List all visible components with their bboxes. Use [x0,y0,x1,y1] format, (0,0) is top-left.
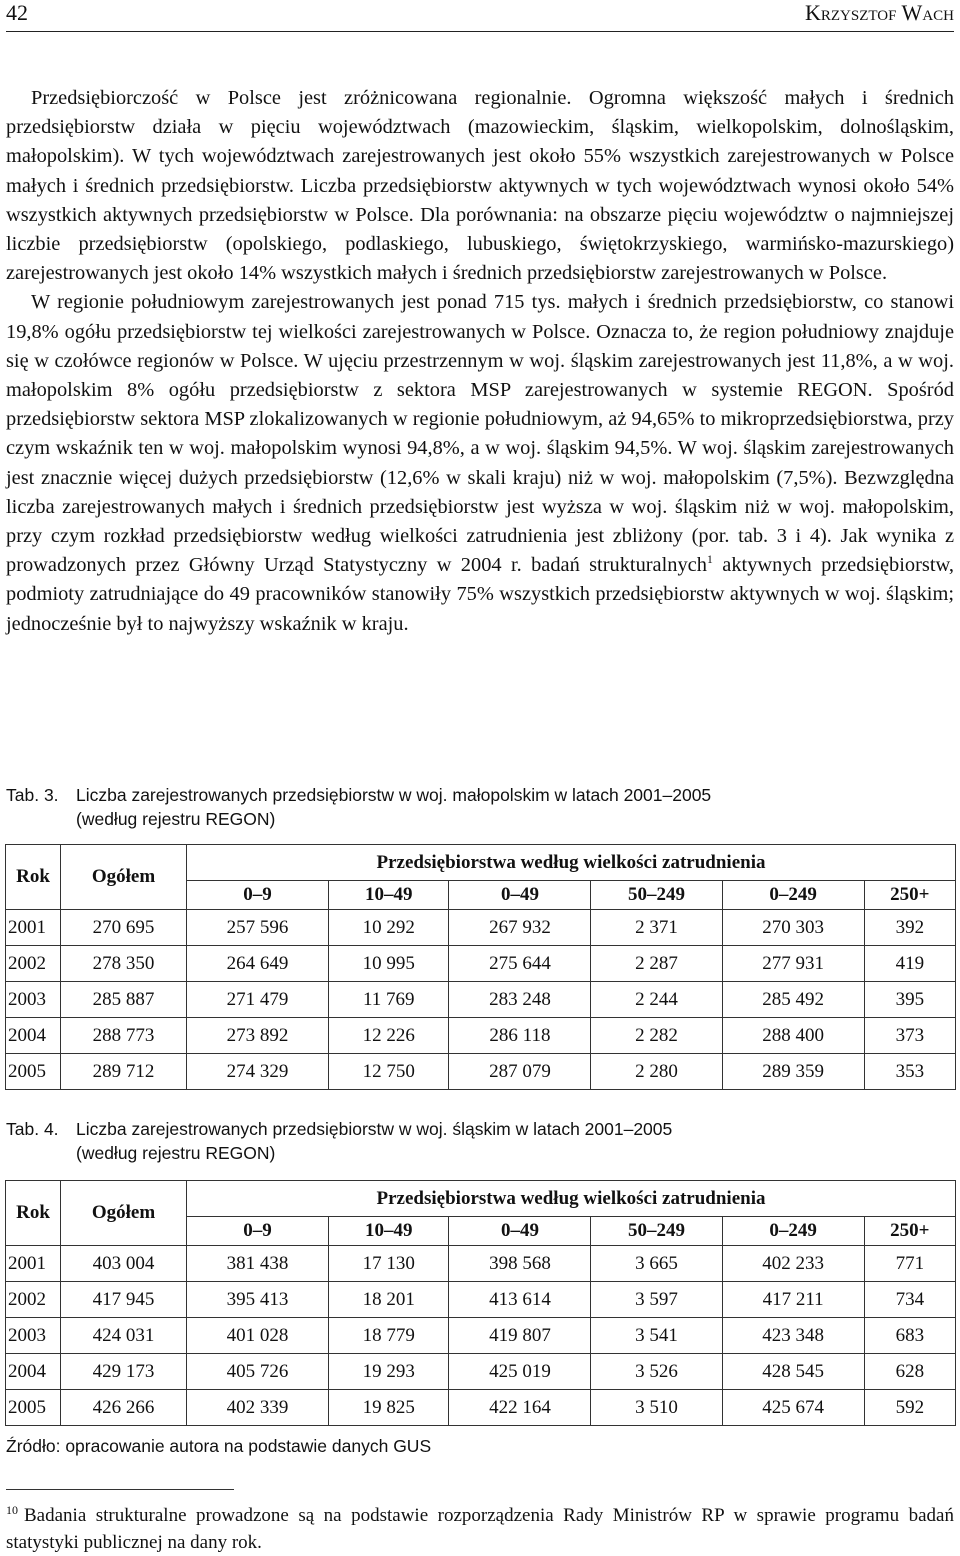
table-row [6,1054,956,1090]
page-header [6,0,954,26]
footnote-rule [6,1489,234,1490]
value-cell: 428 545 [722,1354,864,1390]
value-cell: 278 350 [61,946,187,982]
value-cell: 392 [864,910,955,946]
paragraph-2 [6,288,954,638]
value-cell: 592 [864,1390,955,1426]
year-cell: 2003 [6,982,61,1018]
value-cell: 3 541 [591,1318,722,1354]
value-cell: 286 118 [449,1018,591,1054]
value-cell: 289 712 [61,1054,187,1090]
value-cell: 683 [864,1318,955,1354]
year-cell: 2001 [6,910,61,946]
column-header-10-49: 10–49 [328,881,448,910]
value-cell: 2 280 [591,1054,722,1090]
year-cell: 2005 [6,1054,61,1090]
value-cell: 277 931 [722,946,864,982]
column-header-0-249: 0–249 [722,1217,864,1246]
column-header-250-plus: 250+ [864,881,955,910]
table-row [6,1246,956,1282]
value-cell: 285 492 [722,982,864,1018]
column-header-50-249: 50–249 [591,1217,722,1246]
column-header-0-9: 0–9 [187,1217,329,1246]
value-cell: 271 479 [187,982,329,1018]
running-head-author: Krzysztof Wach [805,0,954,25]
column-header-ogolem: Ogółem [61,845,187,910]
value-cell: 405 726 [187,1354,329,1390]
table-3-label: Tab. 3. [6,785,59,805]
value-cell: 417 945 [61,1282,187,1318]
paragraph-1: Przedsiębiorczość w Polsce jest zróżnicowana regionalnie. Ogromna większość małych i średnich przedsiębiorstw działa w pięciu województwach (mazowieckim, śląskim, wielkopolskim, dolnośląskim, małopolskim). W tych województwach zarejestrowanych jest około 55% wszystkich zarejestrowanych w Polsce małych i średnich przedsiębiorstw. Liczba przedsiębiorstw aktywnych w tych województwach wynosi około 54% wszystkich aktywnych przedsiębiorstw w Polsce. Dla porównania: na obszarze pięciu województw o najmniejszej liczbie przedsiębiorstw (opolskiego, podlaskiego, lubuskiego, świętokrzyskiego, warmińsko-mazurskiego) zarejestrowanych jest około 14% wszystkich małych i średnich przedsiębiorstw zarejestrowanych w Polsce. [6,87,954,285]
value-cell: 771 [864,1246,955,1282]
value-cell: 19 825 [328,1390,448,1426]
value-cell: 264 649 [187,946,329,982]
value-cell: 403 004 [61,1246,187,1282]
table-row [6,1282,956,1318]
table-3-caption [6,783,954,831]
value-cell: 422 164 [449,1390,591,1426]
value-cell: 419 [864,946,955,982]
value-cell: 419 807 [449,1318,591,1354]
value-cell: 18 201 [328,1282,448,1318]
value-cell: 395 [864,982,955,1018]
value-cell: 2 287 [591,946,722,982]
value-cell: 2 244 [591,982,722,1018]
footnote-ref: 1 [706,552,713,567]
column-group-header: Przedsiębiorstwa według wielkości zatrudnienia [187,845,956,881]
value-cell: 2 371 [591,910,722,946]
year-cell: 2002 [6,946,61,982]
column-header-rok: Rok [6,845,61,910]
table-3-body [6,910,956,1090]
value-cell: 425 019 [449,1354,591,1390]
value-cell: 2 282 [591,1018,722,1054]
value-cell: 423 348 [722,1318,864,1354]
footnote [6,1502,954,1556]
year-cell: 2004 [6,1354,61,1390]
column-header-0-9: 0–9 [187,881,329,910]
value-cell: 267 932 [449,910,591,946]
column-header-50-249: 50–249 [591,881,722,910]
table-3-title: Liczba zarejestrowanych przedsiębiorstw w woj. małopolskim w latach 2001–2005 [76,785,712,805]
value-cell: 398 568 [449,1246,591,1282]
value-cell: 424 031 [61,1318,187,1354]
table-row [6,946,956,982]
value-cell: 17 130 [328,1246,448,1282]
value-cell: 273 892 [187,1018,329,1054]
value-cell: 257 596 [187,910,329,946]
value-cell: 401 028 [187,1318,329,1354]
value-cell: 270 695 [61,910,187,946]
table-row [6,1018,956,1054]
value-cell: 12 750 [328,1054,448,1090]
value-cell: 3 510 [591,1390,722,1426]
table-4 [5,1180,956,1426]
column-header-rok: Rok [6,1181,61,1246]
header-rule [6,31,954,32]
value-cell: 287 079 [449,1054,591,1090]
paragraph-2-part-b: aktywnych przedsiębiorstw, podmioty zatrudniające do 49 pracowników stanowiły 75% wszystkich przedsiębiorstw aktywnych w woj. śląskim; jednocześnie był to najwyższy wskaźnik w kraju. [6,554,954,635]
table-row [6,1318,956,1354]
table-row [6,910,956,946]
column-group-header: Przedsiębiorstwa według wielkości zatrudnienia [187,1181,956,1217]
body-text [6,84,954,639]
value-cell: 270 303 [722,910,864,946]
source-note: Źródło: opracowanie autora na podstawie danych GUS [6,1436,432,1456]
table-3-subtitle: (według rejestru REGON) [76,809,276,829]
value-cell: 402 233 [722,1246,864,1282]
table-4-subtitle: (według rejestru REGON) [76,1143,276,1163]
value-cell: 3 665 [591,1246,722,1282]
column-header-0-249: 0–249 [722,881,864,910]
value-cell: 395 413 [187,1282,329,1318]
table-4-caption [6,1117,954,1165]
value-cell: 3 526 [591,1354,722,1390]
footnote-text: Badania strukturalne prowadzone są na podstawie rozporządzenia Rady Ministrów RP w sprawie programu badań statystyki publicznej na dany rok. [6,1505,954,1553]
value-cell: 18 779 [328,1318,448,1354]
paragraph-2-part-a: W regionie południowym zarejestrowanych jest ponad 715 tys. małych i średnich przedsiębiorstw, co stanowi 19,8% ogółu przedsiębiorstw tej wielkości zarejestrowanych w Polsce. Oznacza to, że region południowy znajduje się w czołówce regionów w Polsce. W ujęciu przestrzennym w woj. śląskim zarejestrowanych jest 11,8%, a w woj. małopolskim 8% ogółu przedsiębiorstw z sektora MSP zarejestrowanych w systemie REGON. Spośród przedsiębiorstw sektora MSP zlokalizowanych w regionie południowym, aż 94,65% to mikroprzedsiębiorstwa, przy czym wskaźnik ten w woj. małopolskim wynosi 94,8%, a w woj. śląskim 94,5%. W woj. śląskim zarejestrowanych jest znacznie więcej dużych przedsiębiorstw (12,6% w skali kraju) niż w woj. małopolskim (7,5%). Bezwzględna liczba zarejestrowanych małych i średnich przedsiębiorstw jest wyższa w woj. śląskim niż w woj. małopolskim, przy czym rozkład przedsiębiorstw według wielkości zatrudnienia jest zbliżony (por. tab. 3 i 4). Jak wynika z prowadzonych przez Główny Urząd Statystyczny w 2004 r. badań strukturalnych [6,291,954,577]
footnote-marker: 10 [6,1503,18,1517]
value-cell: 11 769 [328,982,448,1018]
value-cell: 628 [864,1354,955,1390]
value-cell: 19 293 [328,1354,448,1390]
value-cell: 734 [864,1282,955,1318]
value-cell: 285 887 [61,982,187,1018]
value-cell: 402 339 [187,1390,329,1426]
value-cell: 283 248 [449,982,591,1018]
column-header-0-49: 0–49 [449,881,591,910]
year-cell: 2002 [6,1282,61,1318]
value-cell: 12 226 [328,1018,448,1054]
year-cell: 2004 [6,1018,61,1054]
year-cell: 2003 [6,1318,61,1354]
value-cell: 288 773 [61,1018,187,1054]
value-cell: 3 597 [591,1282,722,1318]
column-header-ogolem: Ogółem [61,1181,187,1246]
table-row [6,1354,956,1390]
value-cell: 429 173 [61,1354,187,1390]
value-cell: 373 [864,1018,955,1054]
year-cell: 2001 [6,1246,61,1282]
value-cell: 288 400 [722,1018,864,1054]
page-number: 42 [6,0,28,25]
value-cell: 426 266 [61,1390,187,1426]
value-cell: 10 995 [328,946,448,982]
value-cell: 274 329 [187,1054,329,1090]
value-cell: 413 614 [449,1282,591,1318]
table-row [6,982,956,1018]
value-cell: 381 438 [187,1246,329,1282]
column-header-10-49: 10–49 [328,1217,448,1246]
value-cell: 10 292 [328,910,448,946]
column-header-0-49: 0–49 [449,1217,591,1246]
year-cell: 2005 [6,1390,61,1426]
value-cell: 353 [864,1054,955,1090]
column-header-250-plus: 250+ [864,1217,955,1246]
table-4-title: Liczba zarejestrowanych przedsiębiorstw w woj. śląskim w latach 2001–2005 [76,1119,673,1139]
table-3 [5,844,956,1090]
value-cell: 417 211 [722,1282,864,1318]
value-cell: 289 359 [722,1054,864,1090]
table-4-label: Tab. 4. [6,1119,59,1139]
value-cell: 275 644 [449,946,591,982]
value-cell: 425 674 [722,1390,864,1426]
table-row [6,1390,956,1426]
table-4-body [6,1246,956,1426]
